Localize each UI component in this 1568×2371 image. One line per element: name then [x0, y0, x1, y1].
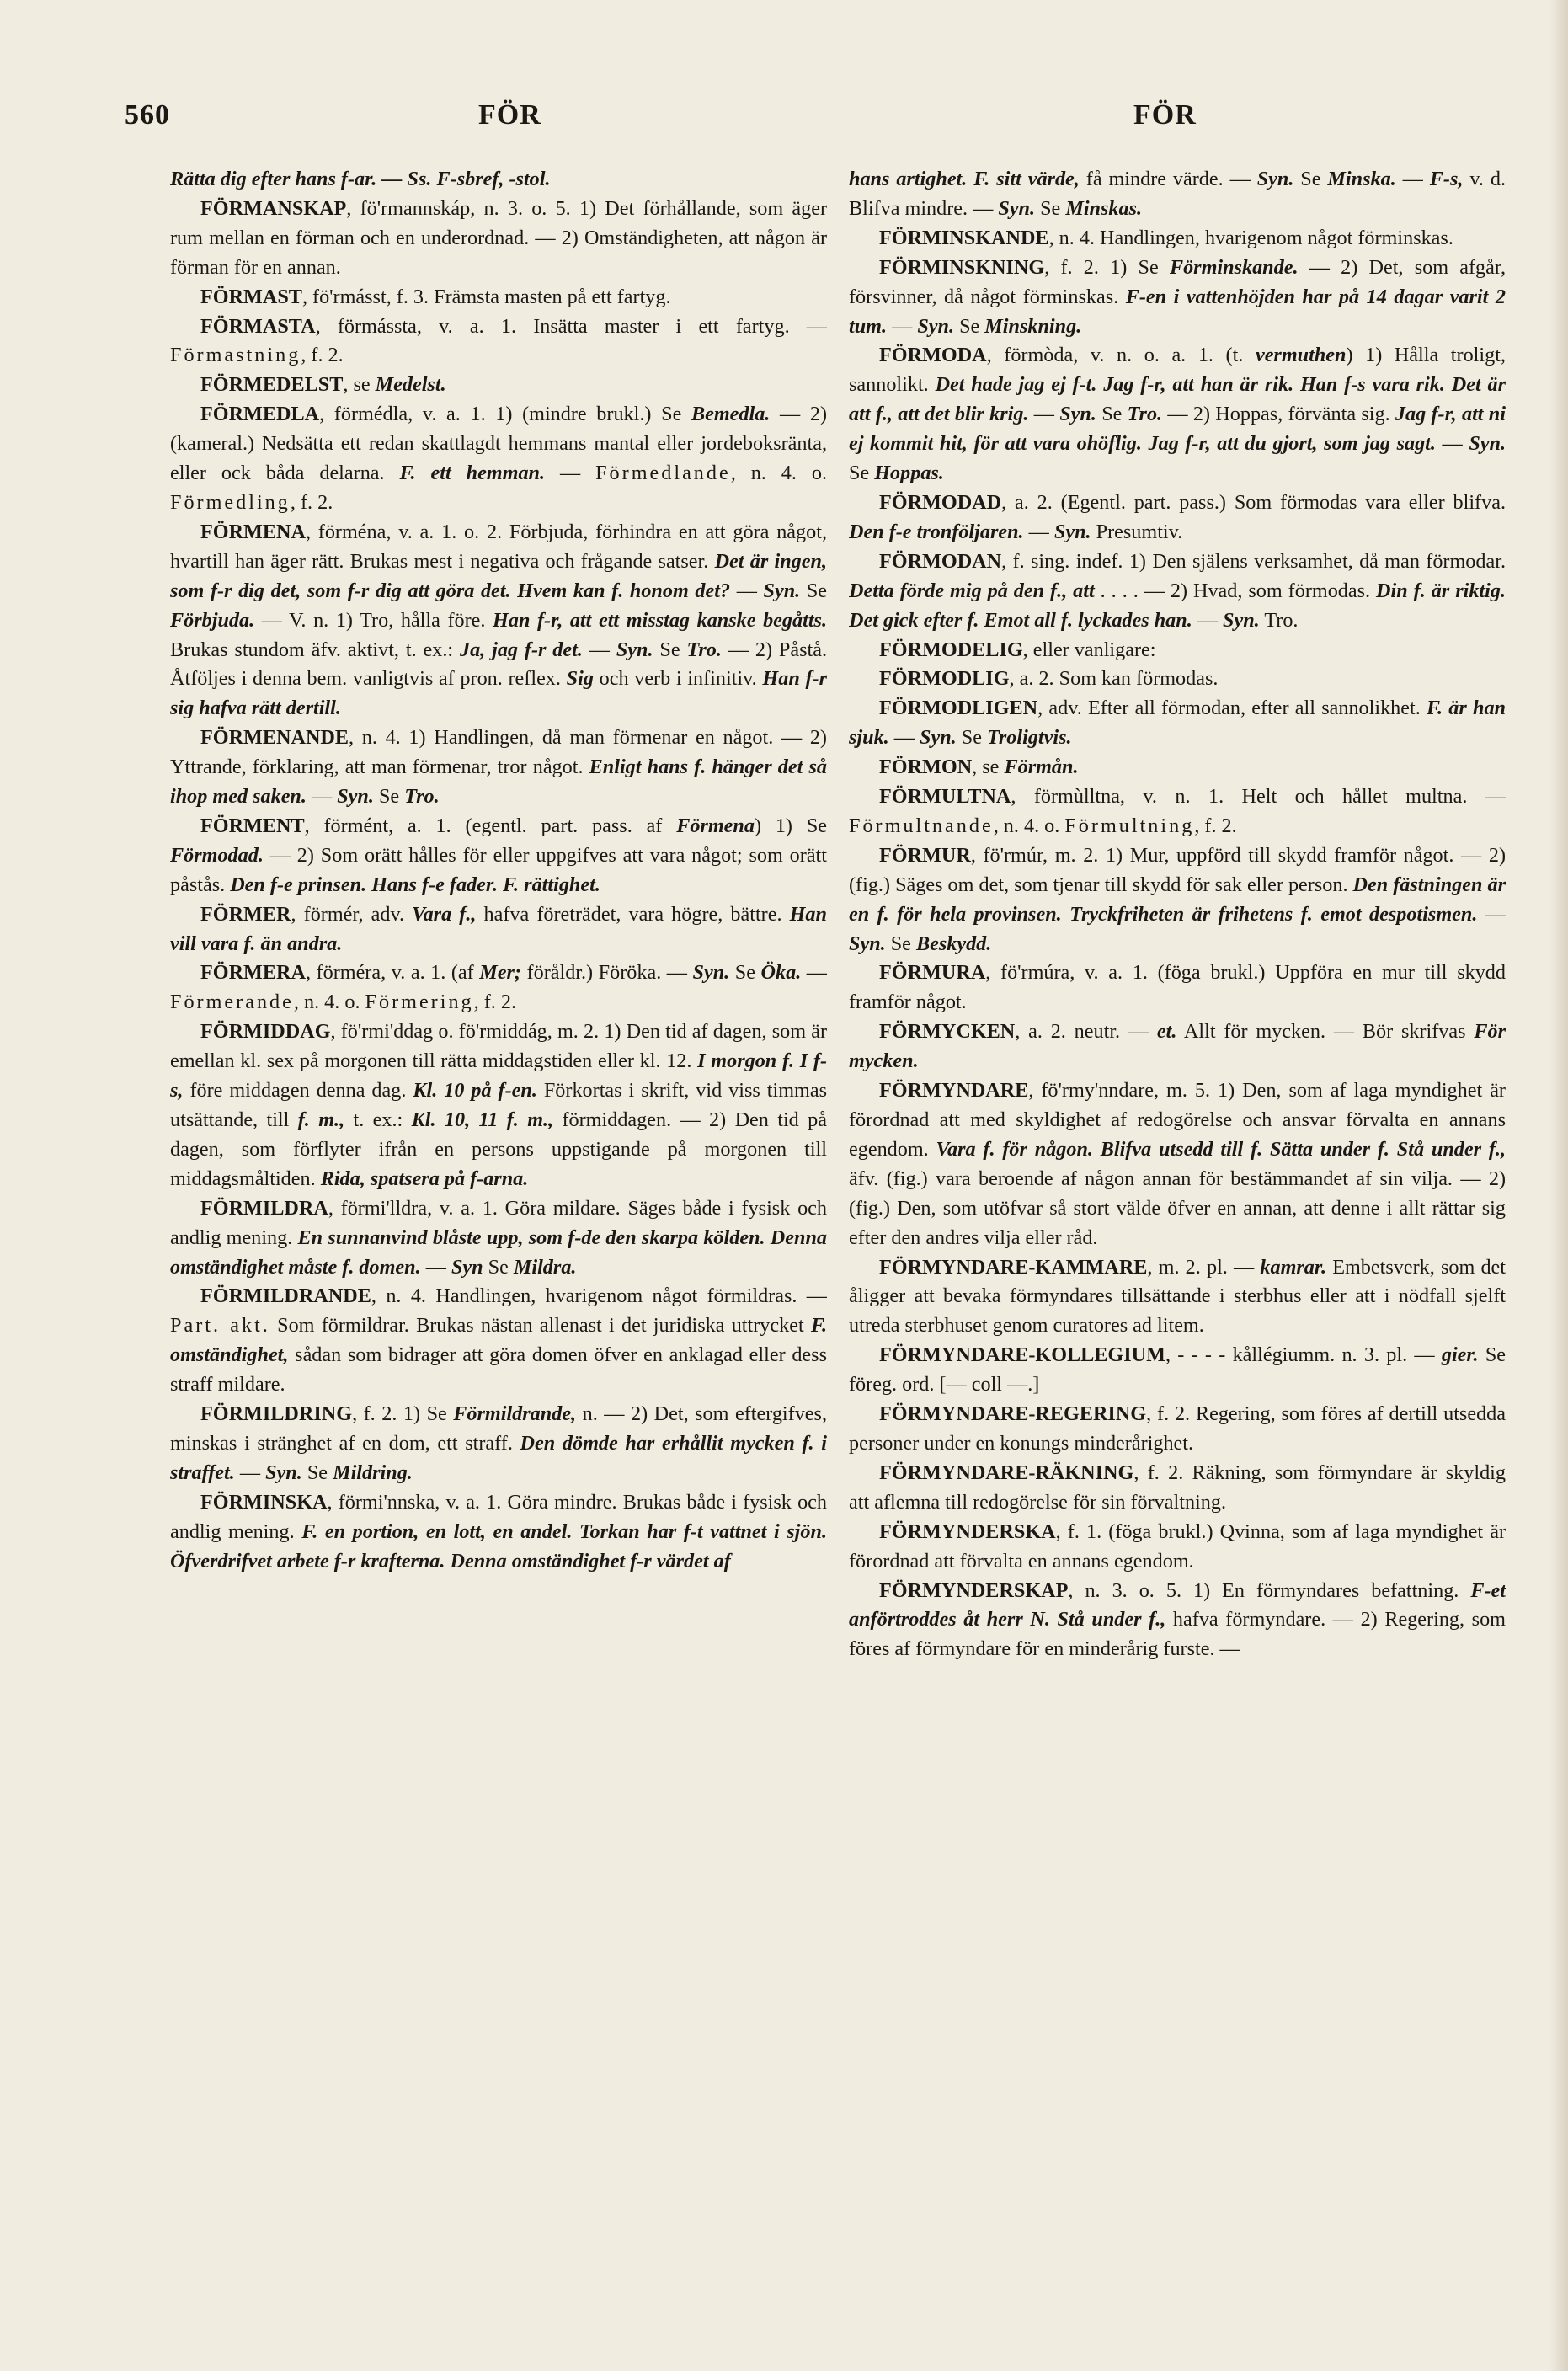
example-text: Ss. F-sbref, -stol. — [407, 168, 551, 190]
example-text: F. en portion, en lott, en andel. Torkan har f-t vattnet i sjön. Öfverdrifvet arbete f-r krafterna. Denna omständighet f-r värdet af — [170, 1519, 827, 1573]
derived-word: Förmerande — [170, 991, 294, 1014]
definition-text: , a. 2. (Egentl. part. pass.) Som förmodas vara eller blifva. — [1001, 490, 1506, 514]
definition-text: , eller vanligare: — [1022, 638, 1156, 661]
example-text: Detta förde mig på den f., att — [849, 579, 1095, 602]
definition-text: , förmássta, v. a. 1. Insätta master i ett fartyg. — — [315, 314, 827, 338]
example-text: Den f-e prinsen. Hans f-e fader. F. rättighet. — [230, 873, 600, 896]
definition-text: Allt för mycken. — Bör skrifvas — [1176, 1020, 1475, 1044]
headword: FÖRMINSKANDE — [879, 226, 1049, 249]
example-text: Kl. 10, 11 f. m., — [411, 1108, 554, 1131]
definition-text: Se — [1035, 196, 1066, 220]
definition-text: Se — [653, 638, 687, 661]
page-edge-shadow — [1549, 0, 1568, 2371]
example-text: Troligtvis. — [986, 726, 1072, 750]
headword: FÖRMYNDARE-REGERING — [879, 1402, 1147, 1426]
headword: FÖRMANSKAP — [200, 196, 347, 220]
example-text: Syn. — [1469, 432, 1506, 456]
definition-text: Se — [1096, 403, 1128, 426]
dictionary-entry — [170, 724, 827, 812]
example-text: För mycken. — [849, 1020, 1506, 1073]
example-text: Syn. — [692, 961, 730, 985]
example-text: f. m., — [297, 1108, 345, 1131]
headword: FÖRMODAN — [879, 549, 1002, 573]
example-text: Förmildrande, — [453, 1402, 577, 1426]
dictionary-entry — [170, 283, 827, 312]
derived-word: Part. akt. — [170, 1314, 270, 1338]
derived-word: Förmedlande — [595, 462, 731, 485]
headword: FÖRMYNDARE — [879, 1079, 1029, 1103]
definition-text: , fö'rmi'ddag o. fö'rmiddág, m. 2. 1) Den tid af dagen, som är emellan kl. sex på morgonen till rätta middagstiden eller kl. 12. — [170, 1020, 827, 1073]
example-text: Hoppas. — [874, 462, 944, 485]
definition-text: , n. 4. o. — [993, 814, 1065, 837]
example-text: Förmena — [676, 814, 755, 837]
example-text: I morgon f. I f-s, — [170, 1049, 827, 1103]
dictionary-entry — [849, 1341, 1506, 1400]
example-text: F. ett hemman. — [399, 462, 546, 485]
definition-text: — — [887, 314, 918, 338]
example-text: Vara f., — [412, 902, 477, 926]
derived-word: Förmastning — [170, 344, 301, 367]
example-text: F-en i vattenhöjden har på 14 dagar varit 2 tum. — [849, 285, 1506, 338]
definition-text: , m. 2. pl. — — [1147, 1255, 1261, 1279]
dictionary-entry — [849, 1577, 1506, 1665]
definition-text: t. ex.: — [344, 1108, 412, 1131]
headword: FÖRMURA — [879, 961, 986, 985]
example-text: Syn. — [1223, 608, 1260, 632]
headword: FÖRMILDRANDE — [200, 1284, 371, 1308]
definition-text: . . . . — 2) Hvad, som förmodas. — [1094, 579, 1377, 602]
definition-text: Tro. — [1259, 608, 1299, 632]
definition-text: , n. 4. Handlingen, hvarigenom något förmildras. — — [371, 1284, 827, 1308]
definition-text: Se — [483, 1255, 514, 1279]
headword: FÖRMULTNA — [879, 785, 1011, 809]
example-text: Han vill vara f. än andra. — [170, 902, 827, 955]
definition-text: Se föreg. ord. [— coll —.] — [849, 1343, 1506, 1396]
example-text: En sunnanvind blåste upp, som f-de den skarpa kölden. Denna omständighet måste f. domen. — [170, 1226, 827, 1279]
definition-text: n. — 2) Det, som eftergifves, minskas i stränghet af en dom, ett straff. — [170, 1402, 827, 1455]
definition-text: Se — [954, 314, 985, 338]
headword: FÖRMASTA — [200, 314, 316, 338]
definition-text: Som förmildrar. Brukas nästan allenast i det juridiska uttrycket — [269, 1314, 811, 1338]
definition-text: Brukas stundom äfv. aktivt, t. ex.: — [170, 638, 460, 661]
dictionary-entry — [170, 900, 827, 959]
definition-text: , förmédla, v. a. 1. 1) (mindre brukl.) Se — [319, 403, 691, 426]
example-text: Syn. — [337, 785, 374, 809]
headword: FÖRMYNDARE-KAMMARE — [879, 1255, 1148, 1279]
example-text: Det är ingen, som f-r dig det, som f-r dig att göra det. Hvem kan f. honom det? — [170, 549, 827, 602]
definition-text: ) 1) Hålla troligt, sannolikt. — [849, 344, 1506, 397]
definition-text: , f. 2. 1) Se — [352, 1402, 454, 1426]
definition-text: , n. 4. o. — [730, 462, 827, 485]
definition-text: hafva förmyndare. — 2) Regering, som föres af förmyndare för en minderårig furste. — — [849, 1608, 1506, 1661]
headword: FÖRMYNDERSKAP — [879, 1578, 1069, 1602]
example-text: Enligt hans f. hänger det så ihop med saken. — [170, 756, 827, 809]
dictionary-entry — [849, 1400, 1506, 1459]
example-text: Mildra. — [513, 1255, 577, 1279]
example-text: Syn. — [1059, 403, 1096, 426]
example-text: Det hade jag ej f-t. Jag f-r, att han är rik. Han f-s vara rik. Det är att f., att det blir krig. — [849, 373, 1506, 426]
definition-text: få mindre värde. — — [1079, 168, 1257, 190]
example-text: Den fästningen är en f. för hela provinsen. Tryckfriheten är frihetens f. emot despotismen. — [849, 873, 1506, 926]
definition-text: , f. 2. — [301, 344, 344, 367]
definition-text: — — [888, 726, 920, 750]
dictionary-entry — [849, 665, 1506, 694]
guide-word-right: FÖR — [1133, 99, 1197, 131]
example-text: Den dömde har erhållit mycken f. i straffet. — [170, 1431, 827, 1484]
dictionary-entry — [849, 782, 1506, 841]
example-text: Mer; — [479, 961, 521, 985]
definition-text: , fö'rmy'nndare, m. 5. 1) Den, som af laga myndighet är förordnad att med skyldighet af redogörelse och ansvar förvalta en annans egendom. — [849, 1079, 1506, 1161]
example-text: Förminskande. — [1169, 255, 1299, 279]
definition-text: Se — [800, 579, 827, 602]
example-text: et. — [1156, 1020, 1177, 1044]
page-header — [0, 99, 1568, 133]
headword: FÖRMILDRA — [200, 1196, 328, 1220]
definition-text: — 2) Påstå. Åtföljes i denna bem. vanligtvis af pron. reflex. — [170, 638, 827, 691]
definition-text: sådan som bidrager att göra domen öfver en anklagad eller dess straff mildare. — [170, 1343, 827, 1396]
headword: FÖRMYNDARE-KOLLEGIUM — [879, 1343, 1165, 1367]
definition-text: — — [1023, 520, 1054, 543]
headword: FÖRMODA — [879, 344, 987, 367]
dictionary-entry — [849, 254, 1506, 342]
definition-text: , f. 2. — [290, 490, 333, 514]
example-text: Han f-r sig hafva rätt dertill. — [170, 667, 827, 720]
headword: FÖRMUR — [879, 843, 971, 867]
dictionary-entry — [849, 1253, 1506, 1342]
dictionary-entry — [170, 312, 827, 371]
dictionary-entry — [849, 1017, 1506, 1076]
example-text: Syn. — [763, 579, 801, 602]
dictionary-entry — [170, 371, 827, 400]
headword: FÖRMIDDAG — [200, 1020, 331, 1044]
derived-word: Förmering — [365, 991, 474, 1014]
dictionary-entry — [849, 224, 1506, 254]
headword: FÖRMODLIG — [879, 667, 1010, 691]
dictionary-entry — [170, 1194, 827, 1283]
example-text: Förmodad. — [170, 843, 264, 867]
definition-text: — 2) (kameral.) Nedsätta ett redan skattlagdt hemmans mantal eller jordeboksränta, eller ock båda delarna. — [170, 403, 827, 485]
dictionary-entry — [849, 959, 1506, 1017]
definition-text: — — [730, 579, 764, 602]
example-text: Jag f-r, att ni ej kommit hit, för att vara ohöflig. Jag f-r, att du gjort, som jag sagt. — [849, 403, 1506, 456]
dictionary-entry — [170, 195, 827, 283]
definition-text: , n. 4. o. — [293, 991, 365, 1014]
definition-text: Se — [956, 726, 987, 750]
example-text: Syn. — [1053, 520, 1091, 543]
dictionary-entry — [849, 489, 1506, 547]
dictionary-entry — [849, 547, 1506, 636]
example-text: Medelst. — [375, 373, 446, 397]
headword: FÖRMEDELST — [200, 373, 344, 397]
definition-text: , förmi'nnska, v. a. 1. Göra mindre. Brukas både i fysisk och andlig mening. — [170, 1490, 827, 1543]
derived-word: Förmultnande — [849, 814, 994, 837]
example-text: Syn — [451, 1255, 483, 1279]
dictionary-entry — [170, 518, 827, 724]
example-text: kamrar. — [1260, 1255, 1327, 1279]
headword: FÖRMINSKA — [200, 1490, 328, 1514]
dictionary-entry — [849, 1076, 1506, 1252]
dictionary-entry — [849, 1518, 1506, 1577]
definition-text: , a. 2. neutr. — — [1015, 1020, 1157, 1044]
definition-text: , fö'rmúra, v. a. 1. (föga brukl.) Uppföra en mur till skydd framför något. — [849, 961, 1506, 1014]
dictionary-entry — [170, 1400, 827, 1488]
definition-text: — — [306, 785, 338, 809]
example-text: Den f-e tronföljaren. — [849, 520, 1024, 543]
dictionary-entry — [170, 959, 827, 1017]
example-text: F. omständighet, — [170, 1314, 827, 1367]
dictionary-entry — [849, 694, 1506, 753]
definition-text: Presumtiv. — [1091, 520, 1183, 543]
definition-text: — 2) Hoppas, förvänta sig. — [1162, 403, 1395, 426]
dictionary-entry — [849, 636, 1506, 665]
definition-text: , n. 3. o. 5. 1) En förmyndares befattning. — [1068, 1578, 1471, 1602]
headword: FÖRMEDLA — [200, 403, 320, 426]
example-text: Tro. — [1127, 403, 1163, 426]
example-text: Minskas. — [1065, 196, 1143, 220]
definition-text: , förmòda, v. n. o. a. 1. (t. — [986, 344, 1256, 367]
example-text: Din f. är riktig. Det gick efter f. Emot all f. lyckades han. — [849, 579, 1506, 632]
guide-word-left: FÖR — [478, 99, 541, 131]
definition-text: , se — [972, 756, 1005, 779]
dictionary-entry — [170, 1017, 827, 1194]
definition-text: , f. 2. Regering, som föres af dertill utsedda personer under en konungs minderårighet. — [849, 1402, 1506, 1455]
headword: FÖRMENT — [200, 814, 305, 837]
example-text: Sig — [566, 667, 594, 691]
definition-text: äfv. (fig.) vara beroende af någon annan för bestämmandet af sin vilja. — 2) (fig.) Den, som utöfvar så stort välde öfver en annan, att denne i allt rättar sig efter den andres vilja eller råd. — [849, 1167, 1506, 1249]
example-text: Syn. — [616, 638, 653, 661]
example-text: Beskydd. — [915, 932, 992, 955]
definition-text: , förmér, adv. — [291, 902, 413, 926]
definition-text: förmiddagen. — 2) Den tid på dagen, som förflyter ifrån en persons uppstigande på morgonen till middagsmåltiden. — [170, 1108, 827, 1190]
dictionary-entry — [849, 341, 1506, 489]
derived-word: Förmultning — [1064, 814, 1195, 837]
definition-text: Se — [849, 462, 875, 485]
example-text: Öka. — [760, 961, 802, 985]
definition-text: — 2) Som orätt hålles för eller uppgifves att vara något; som orätt påstås. — [170, 843, 827, 896]
headword: FÖRMYNDERSKA — [879, 1519, 1056, 1543]
example-text: Syn. — [920, 726, 957, 750]
dictionary-entry — [849, 841, 1506, 959]
definition-text: , förmént, a. 1. (egentl. part. pass. af — [304, 814, 677, 837]
example-text: F-et anförtroddes åt herr N. Stå under f., — [849, 1578, 1506, 1631]
definition-text: , f. 2. — [473, 991, 517, 1014]
definition-text: Förkortas i skrift, vid viss timmas utsättande, till — [170, 1079, 827, 1131]
definition-text: , f. 1. (föga brukl.) Qvinna, som af laga myndighet är förordnad att förvalta en annans egendom. — [849, 1519, 1506, 1573]
example-text: Syn. — [1256, 168, 1294, 190]
headword: FÖRMERA — [200, 961, 306, 985]
headword: FÖRMENA — [200, 520, 306, 543]
definition-text: Se — [885, 932, 916, 955]
example-text: Mildring. — [333, 1461, 413, 1484]
example-text: F-s, — [1429, 168, 1464, 190]
headword: FÖRMER — [200, 902, 291, 926]
definition-text: Se — [373, 785, 405, 809]
example-text: Förbjuda. — [170, 608, 255, 632]
headword: FÖRMON — [879, 756, 973, 779]
example-text: Han f-r, att ett misstag kanske begåtts. — [493, 608, 827, 632]
definition-text: , f. sing. indef. 1) Den själens verksamhet, då man förmodar. — [1001, 549, 1506, 573]
example-text: F. sitt värde, — [973, 168, 1080, 190]
page-number: 560 — [125, 99, 170, 131]
definition-text: v. d. Blifva mindre. — — [849, 168, 1506, 220]
definition-text: — — [545, 462, 596, 485]
definition-text: — — [1028, 403, 1060, 426]
definition-text: — — [1395, 168, 1430, 190]
right-column — [849, 165, 1506, 2321]
definition-text: , f. 2. Räkning, som förmyndare är skyldig att aflemna till redogörelse för sin förvaltning. — [849, 1461, 1506, 1514]
definition-text: , - - - - kållégiumm. n. 3. pl. — — [1165, 1343, 1442, 1367]
definition-text: , fö'rmúr, m. 2. 1) Mur, uppförd till skydd framför något. — 2) (fig.) Säges om det, som tjenar till skydd för sak eller person. — [849, 843, 1506, 896]
example-text: Rätta dig efter hans f-ar. — — [170, 168, 408, 190]
definition-text: , se — [343, 373, 376, 397]
example-text: Rida, spatsera på f-arna. — [320, 1167, 529, 1190]
definition-text: — V. n. 1) Tro, hålla före. — [254, 608, 493, 632]
definition-text: hafva företrädet, vara högre, bättre. — [476, 902, 790, 926]
dictionary-entry — [849, 165, 1506, 224]
headword: FÖRMYCKEN — [879, 1020, 1016, 1044]
definition-text: , n. 4. Handlingen, hvarigenom något förminskas. — [1048, 226, 1453, 249]
example-text: F. är han sjuk. — [849, 697, 1506, 750]
example-text: Bemedla. — [691, 403, 771, 426]
definition-text: och verb i infinitiv. — [593, 667, 763, 691]
headword: FÖRMODELIG — [879, 638, 1023, 661]
example-text: Syn. — [849, 932, 886, 955]
dictionary-entry — [849, 753, 1506, 782]
example-text: hans artighet. — [849, 168, 968, 190]
dictionary-entry — [849, 1459, 1506, 1518]
definition-text: Se — [301, 1461, 333, 1484]
example-text: Förmån. — [1004, 756, 1079, 779]
definition-text: — 2) Det, som afgår, försvinner, då något förminskas. — [849, 255, 1506, 308]
definition-text: — — [801, 961, 827, 985]
definition-text: Se — [729, 961, 761, 985]
headword: FÖRMYNDARE-RÄKNING — [879, 1461, 1134, 1484]
definition-text: — — [1477, 902, 1506, 926]
definition-text: , fö'rmannskáp, n. 3. o. 5. 1) Det förhållande, som äger rum mellan en förman och en underordnad. — 2) Omständigheten, att någon är förman för en annan. — [170, 196, 827, 279]
dictionary-entry — [170, 1282, 827, 1400]
headword: FÖRMAST — [200, 285, 302, 308]
example-text: Syn. — [998, 196, 1036, 220]
definition-text: föråldr.) Föröka. — — [520, 961, 693, 985]
definition-text: , förméra, v. a. 1. (af — [305, 961, 480, 985]
definition-text: , f. 2. — [1194, 814, 1237, 837]
example-text: Kl. 10 på f-en. — [413, 1079, 537, 1103]
dictionary-entry — [170, 1488, 827, 1577]
definition-text: , f. 2. 1) Se — [1044, 255, 1170, 279]
example-text: gier. — [1441, 1343, 1479, 1367]
derived-word: Förmedling — [170, 490, 291, 514]
example-text: Tro. — [404, 785, 440, 809]
definition-text: , n. 4. 1) Handlingen, då man förmenar en något. — 2) Yttrande, förklaring, att man förmenar, tror något. — [170, 726, 827, 779]
definition-text: , adv. Efter all förmodan, efter all sannolikhet. — [1037, 697, 1427, 720]
definition-text: — — [1192, 608, 1224, 632]
dictionary-entry — [170, 400, 827, 518]
dictionary-entry — [170, 812, 827, 900]
example-text: Ja, jag f-r det. — [459, 638, 583, 661]
headword: FÖRMILDRING — [200, 1402, 353, 1426]
example-text: Minska. — [1327, 168, 1396, 190]
example-text: vermuthen — [1255, 344, 1347, 367]
left-column — [170, 165, 827, 2321]
definition-text: Se — [1293, 168, 1328, 190]
definition-text: , förmi'lldra, v. a. 1. Göra mildare. Säges både i fysisk och andlig mening. — [170, 1196, 827, 1249]
example-text: Minskning. — [984, 314, 1082, 338]
definition-text: — — [582, 638, 616, 661]
definition-text: före middagen denna dag. — [183, 1079, 413, 1103]
headword: FÖRMODLIGEN — [879, 697, 1038, 720]
definition-text: — — [1435, 432, 1469, 456]
example-text: Tro. — [686, 638, 722, 661]
dictionary-entry — [170, 165, 827, 195]
definition-text: , förména, v. a. 1. o. 2. Förbjuda, förhindra en att göra något, hvartill han äger rätt. Brukas mest i negativa och frågande satser. — [170, 520, 827, 573]
headword: FÖRMODAD — [879, 490, 1002, 514]
example-text: Syn. — [265, 1461, 302, 1484]
definition-text: — — [234, 1461, 266, 1484]
definition-text: , förmùlltna, v. n. 1. Helt och hållet multna. — — [1011, 785, 1506, 809]
example-text: Vara f. för någon. Blifva utsedd till f. Sätta under f. Stå under f., — [936, 1137, 1506, 1161]
definition-text: ) 1) Se — [754, 814, 827, 837]
headword: FÖRMINSKNING — [879, 255, 1045, 279]
headword: FÖRMENANDE — [200, 726, 349, 750]
definition-text: — — [420, 1255, 451, 1279]
definition-text: Embetsverk, som det åligger att bevaka förmyndares tillsättande i sterbhus eller att i nödfall sjelft utreda sterbhuset genom curatores ad litem. — [849, 1255, 1506, 1338]
definition-text: , a. 2. Som kan förmodas. — [1009, 667, 1219, 691]
example-text: Syn. — [917, 314, 955, 338]
definition-text: , fö'rmásst, f. 3. Främsta masten på ett fartyg. — [301, 285, 671, 308]
